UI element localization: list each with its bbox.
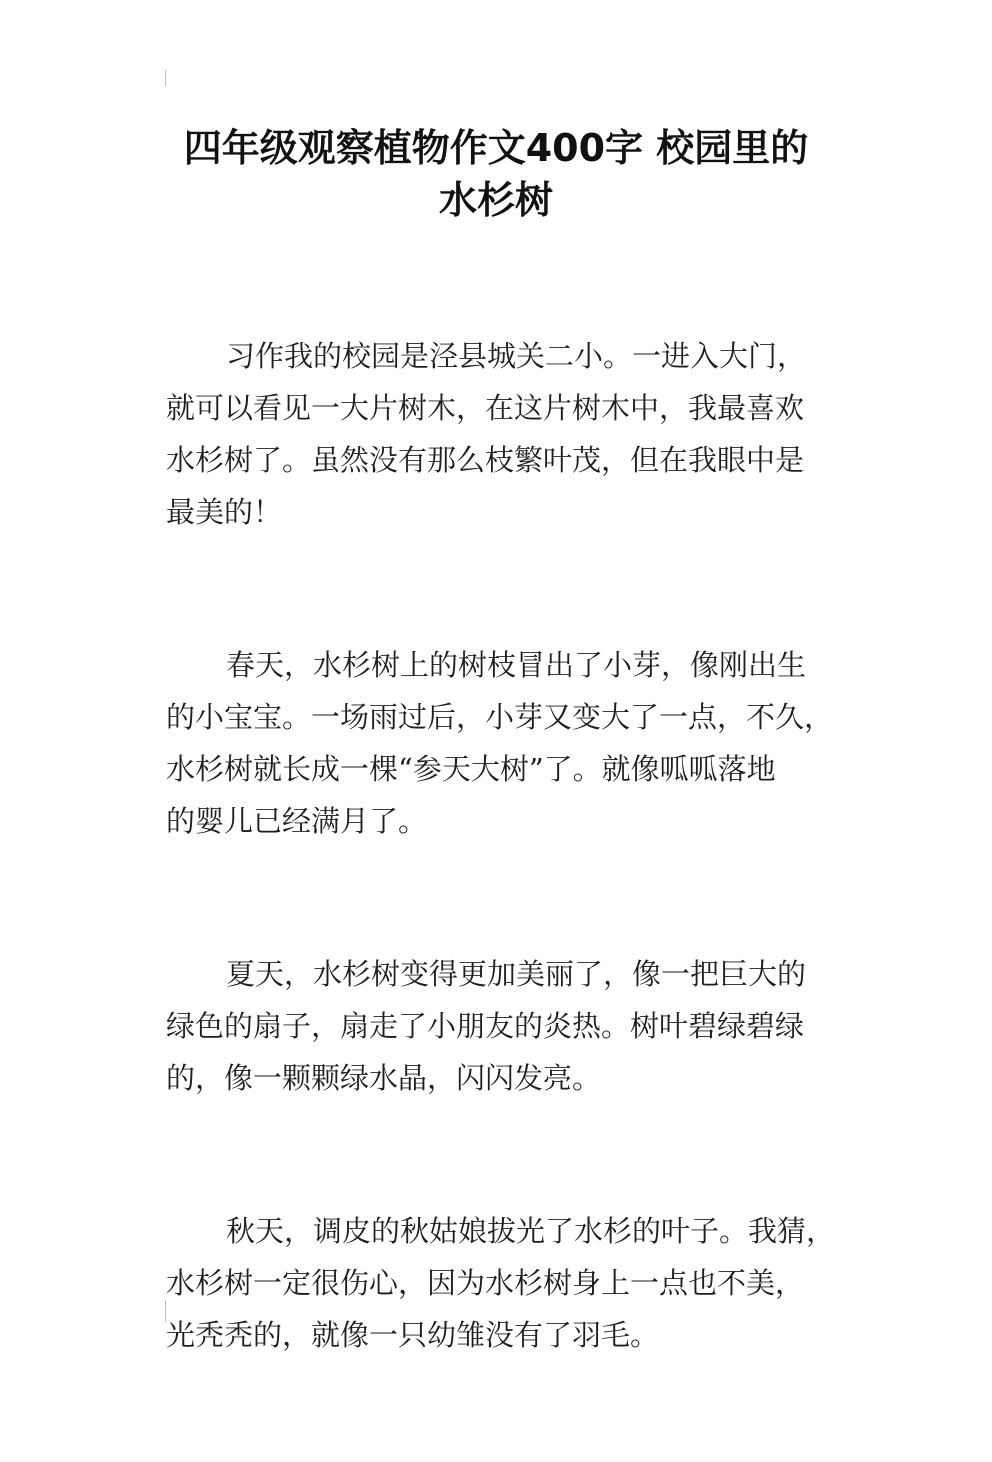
- text-line: 最美的！: [166, 495, 283, 529]
- text-line: 的婴儿已经满月了。: [166, 804, 428, 838]
- text-line: 习作我的校园是泾县城关二小。一进入大门，: [226, 339, 807, 373]
- paragraph-intro: [166, 330, 846, 538]
- essay-body: [166, 330, 846, 1462]
- paragraph-spring: [166, 639, 846, 847]
- text-line: 夏天，水杉树变得更加美丽了，像一把巨大的: [226, 957, 807, 991]
- text-line: 就可以看见一大片树木，在这片树木中，我最喜欢: [166, 391, 805, 425]
- page-corner-mark-top: [165, 70, 166, 86]
- text-line: 秋天，调皮的秋姑娘拔光了水杉的叶子。我猜，: [226, 1214, 836, 1248]
- text-line: 水杉树了。虽然没有那么枝繁叶茂，但在我眼中是: [166, 443, 805, 477]
- text-line: 春天，水杉树上的树枝冒出了小芽，像刚出生: [226, 648, 807, 682]
- text-line: 光秃秃的，就像一只幼雏没有了羽毛。: [166, 1318, 660, 1352]
- text-line: 水杉树一定很伤心，因为水杉树身上一点也不美，: [166, 1266, 805, 1300]
- text-line: 的，像一颗颗绿水晶，闪闪发亮。: [166, 1061, 602, 1095]
- text-line: 水杉树就长成一棵“参天大树”了。就像呱呱落地: [166, 752, 776, 786]
- title-line: 四年级观察植物作文400字 校园里的: [183, 126, 809, 170]
- paragraph-autumn: [166, 1205, 846, 1361]
- text-line: 绿色的扇子，扇走了小朋友的炎热。树叶碧绿碧绿: [166, 1009, 805, 1043]
- page-corner-mark-bottom: [165, 1300, 166, 1322]
- paragraph-summer: [166, 948, 846, 1104]
- document-title: [150, 122, 842, 226]
- text-line: 的小宝宝。一场雨过后，小芽又变大了一点，不久，: [166, 700, 834, 734]
- title-line: 水杉树: [438, 178, 553, 222]
